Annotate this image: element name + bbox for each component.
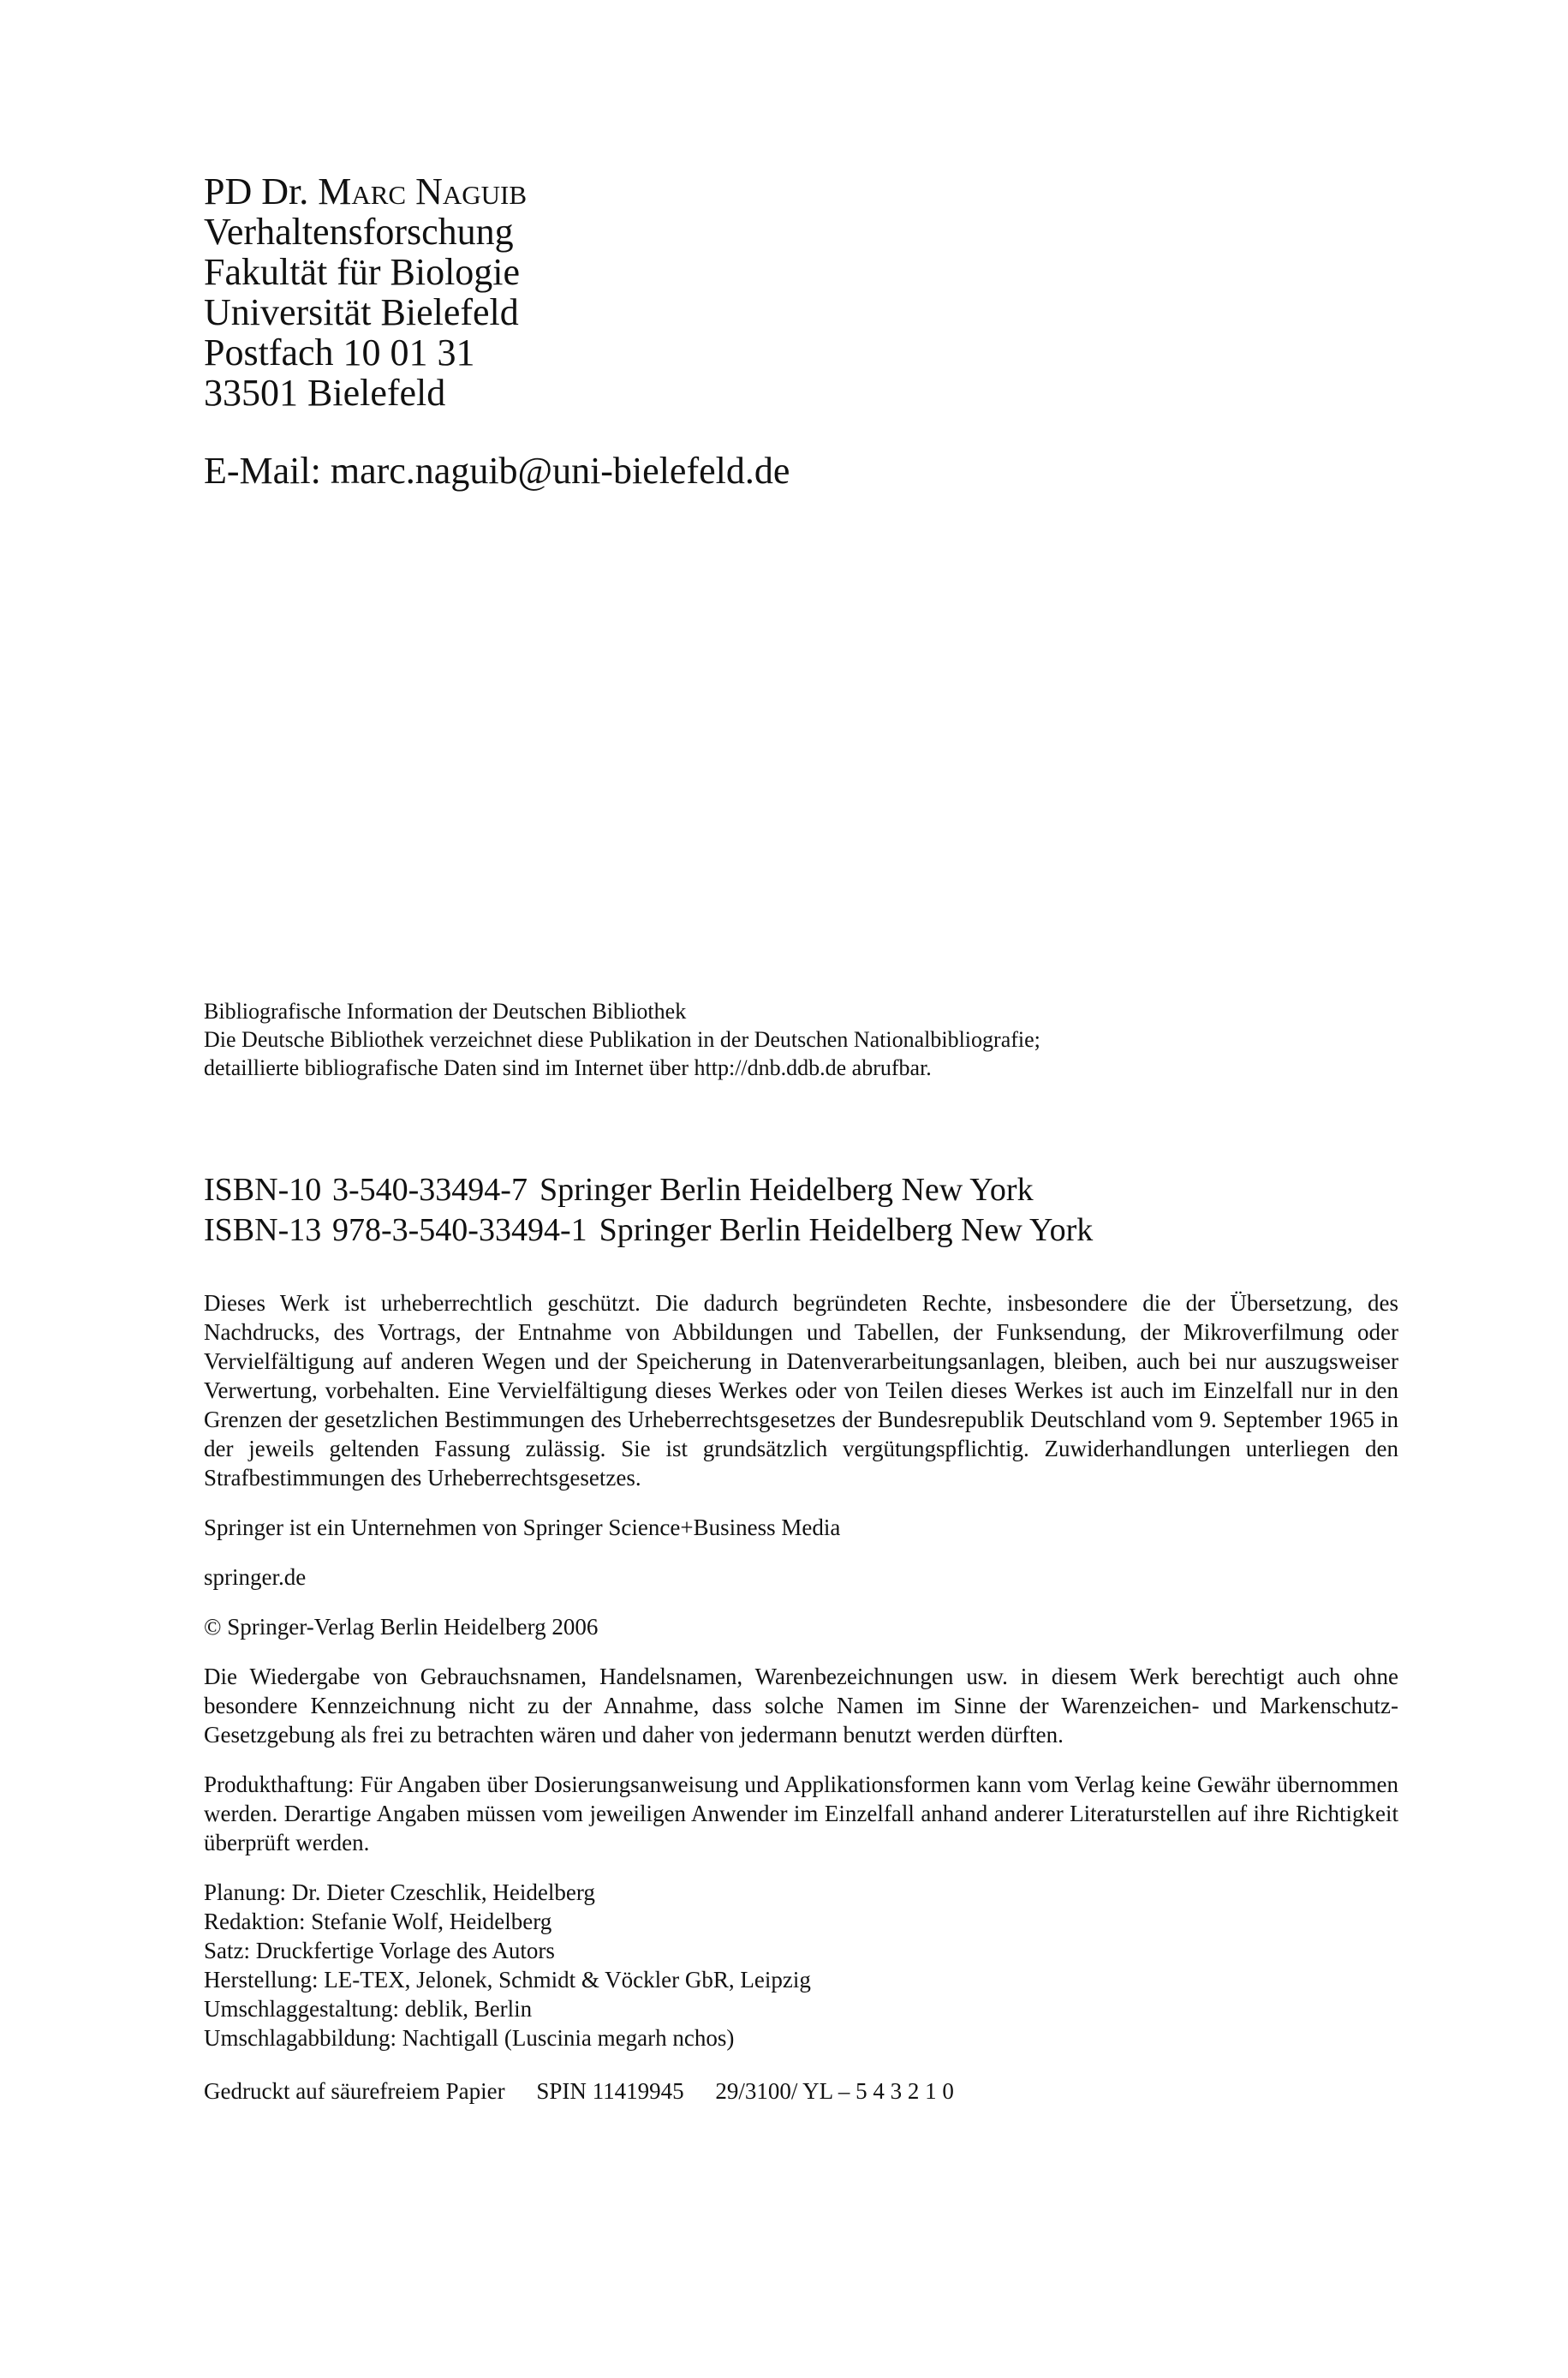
isbn-13-row [204, 1210, 1093, 1251]
print-spin: SPIN 11419945 [536, 2078, 684, 2104]
credit-production: Herstellung: LE-TEX, Jelonek, Schmidt & Vöckler GbR, Leipzig [204, 1967, 811, 1993]
copyright-notice: Dieses Werk ist urheberrechtlich geschützt. Die dadurch begründeten Rechte, insbesondere die der Übersetzung, des Nachdrucks, des Vortrags, der Entnahme von Abbildungen und Tabellen, der Funksendung, der Mikroverfilmung oder Vervielfältigung auf anderen Wegen und der Speicherung in Datenverarbeitungsanlagen, bleiben, auch bei nur auszugsweiser Verwertung, vorbehalten. Eine Vervielfältigung dieses Werkes oder von Teilen dieses Werkes ist auch im Einzelfall nur in den Grenzen der gesetzlichen Bestimmungen des Urheberrechtsgesetzes der Bundesrepublik Deutschland vom 9. September 1965 in der jeweils geltenden Fassung zulässig. Sie ist grundsätzlich vergütungspflichtig. Zuwiderhandlungen unterliegen den Strafbestimmungen des Urheberrechtsgesetzes. [204, 1290, 1398, 1491]
author-postbox: Postfach 10 01 31 [204, 332, 475, 373]
author-city: 33501 Bielefeld [204, 372, 446, 414]
credit-cover-design: Umschlaggestaltung: deblik, Berlin [204, 1996, 533, 2022]
legal-notices [204, 1288, 1398, 2106]
print-info-line [204, 2076, 1398, 2106]
isbn-publisher: Springer Berlin Heidelberg New York [539, 1172, 1034, 1208]
author-address-block [204, 171, 527, 413]
production-credits [204, 1878, 1398, 2052]
isbn-number: 3-540-33494-7 [332, 1172, 528, 1208]
author-email: E-Mail: marc.naguib@uni-bielefeld.de [204, 450, 790, 492]
isbn-label: ISBN-10 [204, 1172, 322, 1208]
author-title: PD Dr. [204, 170, 309, 212]
author-university: Universität Bielefeld [204, 291, 519, 333]
author-name: Marc Naguib [318, 170, 528, 212]
isbn-10-row [204, 1170, 1093, 1210]
credit-planning: Planung: Dr. Dieter Czeschlik, Heidelberg [204, 1879, 595, 1905]
credit-cover-image: Umschlagabbildung: Nachtigall (Luscinia megarh nchos) [204, 2025, 735, 2051]
print-code: 29/3100/ YL – 5 4 3 2 1 0 [715, 2078, 954, 2104]
author-name-line [204, 171, 527, 212]
credit-typesetting: Satz: Druckfertige Vorlage des Autors [204, 1938, 555, 1963]
springer-url: springer.de [204, 1564, 307, 1590]
liability-notice: Produkthaftung: Für Angaben über Dosierungsanweisung und Applikationsformen kann vom Verlag keine Gewähr übernommen werden. Derartige Angaben müssen vom jeweiligen Anwender im Einzelfall anhand anderer Literaturstellen auf ihre Richtigkeit überprüft werden. [204, 1772, 1398, 1855]
biblio-line-2: detaillierte bibliografische Daten sind im Internet über http://dnb.ddb.de abrufbar. [204, 1055, 932, 1080]
isbn-number: 978-3-540-33494-1 [332, 1212, 587, 1248]
author-department: Verhaltensforschung [204, 211, 514, 253]
isbn-label: ISBN-13 [204, 1212, 322, 1248]
isbn-publisher: Springer Berlin Heidelberg New York [599, 1212, 1094, 1248]
print-paper: Gedruckt auf säurefreiem Papier [204, 2078, 505, 2104]
isbn-block [204, 1170, 1093, 1251]
trademark-notice: Die Wiedergabe von Gebrauchsnamen, Handelsnamen, Warenbezeichnungen usw. in diesem Werk berechtigt auch ohne besondere Kennzeichnung nicht zu der Annahme, dass solche Namen im Sinne der Warenzeichen- und Markenschutz-Gesetzgebung als frei zu betrachten wären und daher von jedermann benutzt werden dürften. [204, 1664, 1398, 1748]
imprint-page [204, 0, 1403, 2378]
copyright-line: © Springer-Verlag Berlin Heidelberg 2006 [204, 1614, 599, 1640]
credit-editing: Redaktion: Stefanie Wolf, Heidelberg [204, 1909, 552, 1934]
author-faculty: Fakultät für Biologie [204, 251, 521, 293]
bibliographic-information [204, 997, 1040, 1082]
springer-company: Springer ist ein Unternehmen von Springer Science+Business Media [204, 1515, 841, 1540]
biblio-heading: Bibliografische Information der Deutschen Bibliothek [204, 999, 687, 1024]
biblio-line-1: Die Deutsche Bibliothek verzeichnet diese Publikation in der Deutschen Nationalbibliografie; [204, 1027, 1040, 1052]
